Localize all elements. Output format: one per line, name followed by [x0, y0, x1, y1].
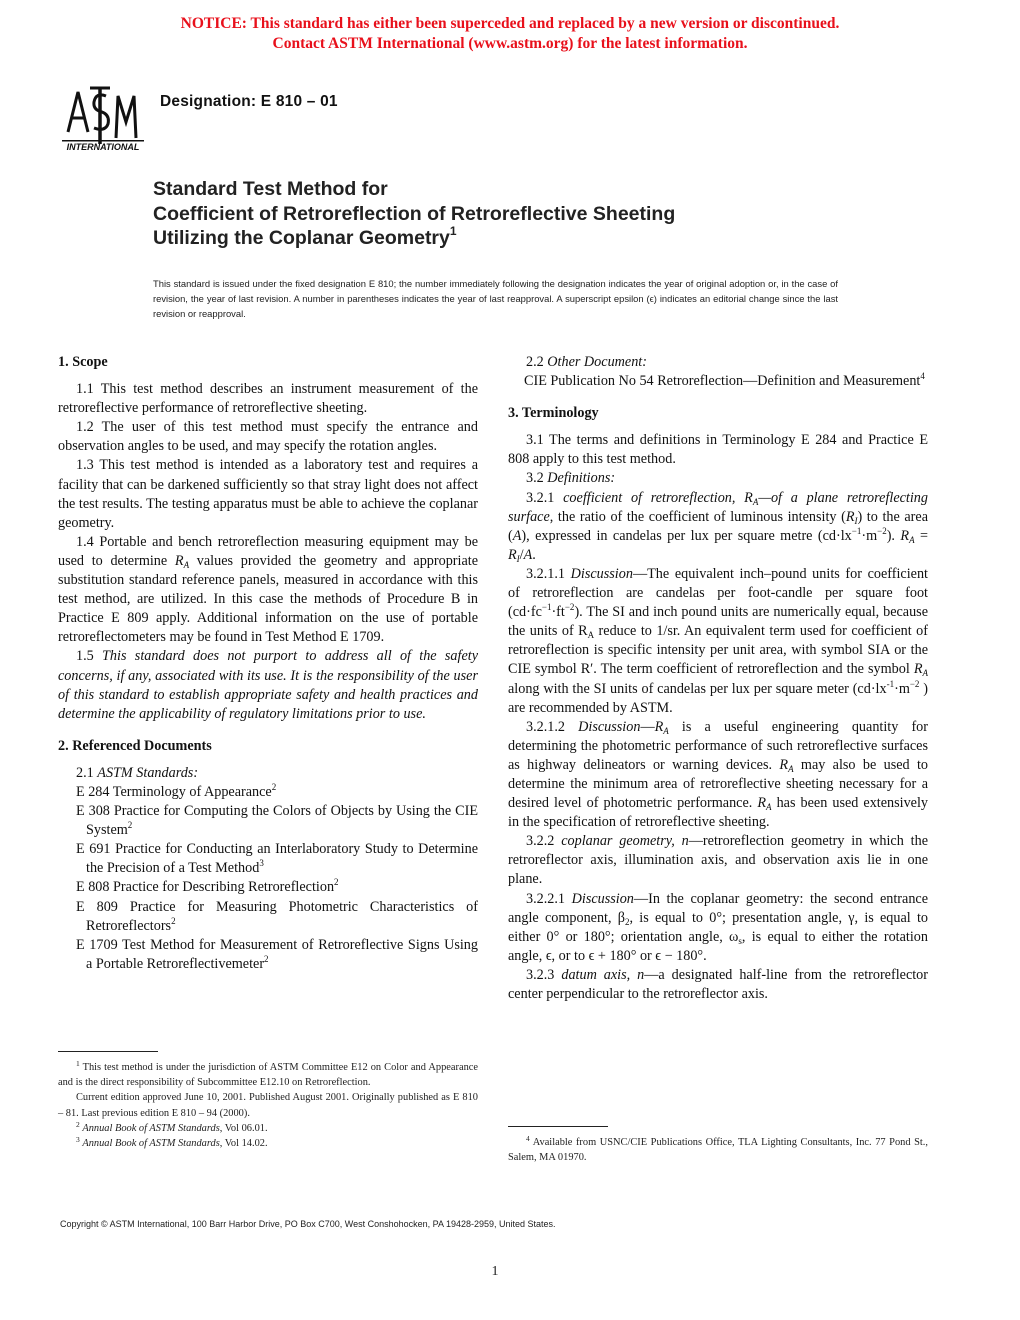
paragraph-1-4: 1.4 Portable and bench retroreflection measuring equipment may be used to determine $R_A$ values provided the geometry and appropriate substitution standard reference panels, measured in accordance with this test method, are utilized. In this case the methods of Procedure B in Practice E 809 apply. Additional information on the use of portable retroreflectometers may be found in Test Method E 1709.: [58, 533, 479, 646]
footnote-rule-left: [58, 1051, 158, 1052]
left-column: [58, 353, 478, 974]
title-line-2: Coefficient of Retroreflection of Retroreflective Sheeting: [153, 202, 676, 225]
document-title: [153, 177, 933, 251]
footnote-2: $^2$ Annual Book of ASTM Standards, Vol 06.01.: [76, 1119, 268, 1134]
paragraph-2-1: 2.1 ASTM Standards:: [76, 764, 199, 781]
paragraph-3-2-1: 3.2.1 coefficient of retroreflection, $R_A—of$ a plane retroreflecting surface, the ratio of the coefficient of luminous intensity $(R_I)$ to the area (A), expressed in candelas per lux per square metre $(cd\cdot lx^{-1}\cdot m^{-2})$. $R_A = R_I/A$.: [508, 489, 928, 564]
paragraph-3-2: 3.2 Definitions:: [526, 470, 616, 487]
reference-item: E 691 Practice for Conducting an Interlaboratory Study to Determine the Precision of a Test Method$^3$: [76, 841, 478, 877]
designation: Designation: E 810 – 01: [160, 93, 338, 110]
copyright-line: Copyright © ASTM International, 100 Barr Harbor Drive, PO Box C700, West Conshohocken, PA 19428-2959, United States.: [60, 1219, 556, 1229]
reference-item: E 308 Practice for Computing the Colors of Objects by Using the CIE System$^2$: [76, 803, 478, 839]
footnote-rule-right: [508, 1126, 608, 1127]
paragraph-1-1: 1.1 This test method describes an instrument measurement of the retroreflective performance of retroreflective sheeting.: [58, 381, 478, 417]
paragraph-2-2: 2.2 Other Document:: [526, 354, 647, 370]
title-footnote-ref: 1: [449, 224, 457, 238]
paragraph-3-2-1-2: 3.2.1.2 $Discussion—R_A$ is a useful engineering quantity for determining the photometric performance of such retroreflective surfaces as highway delineators or warning devices. $R_A$ may also be used to determine the minimum area of retroreflective sheeting necessary for a desired level of photometric performance. $R_A$ has been used extensively in the specification of retroreflective sheeting.: [508, 718, 929, 831]
notice-line-1: NOTICE: This standard has either been superceded and replaced by a new version or discontinued.: [180, 15, 840, 32]
footnote-4: $^4$ Available from USNC/CIE Publications Office, TLA Lighting Consultants, Inc. 77 Pond St., Salem, MA 01970.: [508, 1134, 928, 1164]
footnote-1: $^1$ This test method is under the jurisdiction of ASTM Committee E12 on Color and Appearance and is the direct responsibility of Subcommittee E12.10 on Retroreflection.: [58, 1059, 478, 1089]
title-line-3-text: Utilizing the Coplanar Geometry: [153, 227, 450, 249]
paragraph-1-2: 1.2 The user of this test method must specify the entrance and observation angles to be used, and may specify the rotation angles.: [58, 419, 478, 455]
right-column: [508, 353, 928, 1004]
reference-item: E 1709 Test Method for Measurement of Retroreflective Signs Using a Portable Retroreflectivemeter$^2$: [76, 936, 478, 972]
reference-item: E 808 Practice for Describing Retroreflection$^2$: [76, 877, 339, 896]
paragraph-3-2-2-1: 3.2.2.1 Discussion—In the coplanar geometry: the second entrance angle component, $\beta_2$, is equal to 0°; presentation angle, γ, is equal to either 0° or 180°; orientation angle, $\omega_s$, is equal to either the rotation angle, ϵ, or to ϵ + 180° or ϵ − 180°.: [508, 890, 929, 964]
paragraph-1-3: 1.3 This test method is intended as a laboratory test and requires a facility that can be darkened sufficiently so that stray light does not affect the test results. The testing apparatus must be able to achieve the coplanar geometry.: [58, 457, 478, 531]
footnote-1-edition: Current edition approved June 10, 2001. Published August 2001. Originally published as E 810 – 81. Last previous edition E 810 – 94 (2000).: [58, 1092, 478, 1119]
issuance-statement: This standard is issued under the fixed designation E 810; the number immediately following the designation indicates the year of original adoption or, in the case of revision, the year of last revision. A number in parentheses indicates the year of last reapproval. A superscript epsilon (ϵ) indicates an editorial change since the last revision or reapproval.: [153, 278, 838, 319]
footnote-3: $^3$ Annual Book of ASTM Standards, Vol 14.02.: [76, 1135, 268, 1150]
section-heading-scope: 1. Scope: [58, 354, 108, 370]
paragraph-3-2-3: 3.2.3 datum axis, n—a designated half-line from the retroreflector center perpendicular to the retroreflector axis.: [508, 966, 928, 1002]
paragraph-1-5: 1.5 This standard does not purport to address all of the safety concerns, if any, associated with its use. It is the responsibility of the user of this standard to establish appropriate safety and health practices and determine the applicability of regulatory limitations prior to use.: [58, 648, 478, 722]
paragraph-3-2-1-1: 3.2.1.1 Discussion—The equivalent inch–pound units for coefficient of retroreflection are candelas per foot-candle per square foot $(cd\cdot fc^{-1}\cdot ft^{-2})$. The SI and inch pound units are numerically equal, because the units of $R_A$ reduce to 1/sr. An equivalent term used for coefficient of retroreflection is specific intensity per unit area, with symbol SIA or the CIE symbol R′. The term coefficient of retroreflection and the symbol $R_A$ along with the SI units of candelas per lux per square meter ($cd\cdot lx^{-1}\cdot m^{-2}$ ) are recommended by ASTM.: [508, 565, 929, 716]
reference-item: E 809 Practice for Measuring Photometric Characteristics of Retroreflectors$^2$: [76, 898, 478, 934]
paragraph-3-2-2: 3.2.2 coplanar geometry, n—retroreflection geometry in which the retroreflector axis, illumination axis, and observation axis lie in one plane.: [508, 833, 928, 888]
title-line-3: [153, 226, 933, 251]
reference-item-cie: CIE Publication No 54 Retroreflection—Definition and Measurement$^4$: [524, 371, 925, 390]
section-heading-referenced-documents: 2. Referenced Documents: [58, 737, 212, 754]
title-line-1: Standard Test Method for: [153, 178, 388, 200]
supersede-notice: [0, 14, 1020, 54]
footnotes-left: [58, 1060, 478, 1151]
logo-wordmark: INTERNATIONAL: [66, 142, 140, 152]
footnotes-right: [508, 1135, 928, 1165]
section-heading-terminology: 3. Terminology: [508, 405, 599, 422]
paragraph-3-1: 3.1 The terms and definitions in Terminology E 284 and Practice E 808 apply to this test method.: [508, 432, 928, 468]
reference-item: E 284 Terminology of Appearance$^2$: [76, 781, 277, 800]
page-number: 1: [491, 1264, 499, 1279]
astm-logo-icon: [60, 82, 146, 154]
notice-line-2: Contact ASTM International (www.astm.org) for the latest information.: [272, 35, 748, 52]
